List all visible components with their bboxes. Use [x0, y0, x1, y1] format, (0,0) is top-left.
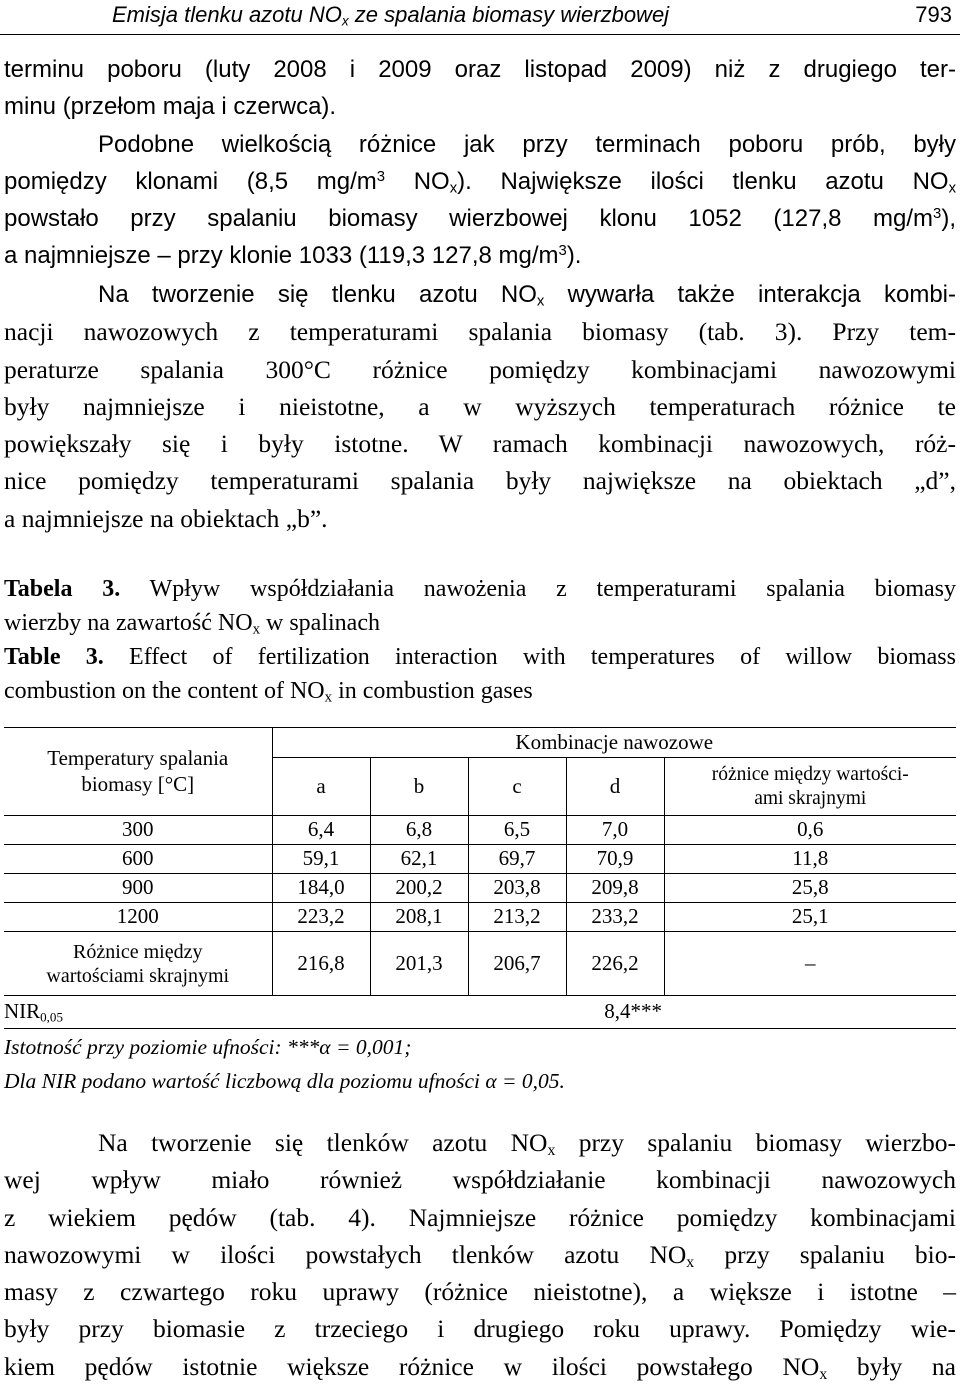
cell-a: 223,2 [272, 903, 370, 932]
cell-diff: 25,1 [664, 903, 956, 932]
cell-a: 6,4 [272, 816, 370, 845]
cell-temp: 300 [4, 816, 272, 845]
text-line: Podobne wielkością różnice jak przy terminach poboru prób, były [98, 130, 956, 158]
table-summary-row [4, 932, 956, 996]
cell-diff: 11,8 [664, 845, 956, 874]
running-header [0, 0, 960, 35]
nir-value: 8,4*** [272, 996, 664, 1029]
text-line: powstało przy spalaniu biomasy wierzbowej klonu 1052 (127,8 $mg/m^3$), [4, 205, 956, 233]
cell-d: 7,0 [566, 816, 664, 845]
header-fertilizer-combinations: Kombinacje nawozowe [272, 728, 956, 758]
table-caption [4, 572, 956, 708]
text-line: Na tworzenie się tlenku azotu $NO_x$ wywarła także interakcja kombi- [98, 281, 956, 310]
paragraph-1 [4, 51, 956, 275]
note-line: Istotność przy poziomie ufności: ***α = 0,001; [4, 1035, 412, 1059]
table-row [4, 845, 956, 874]
table-nir-row [4, 996, 956, 1029]
table-row [4, 874, 956, 903]
text-line: masy z czwartego roku uprawy (różnice nieistotne), a większe i istotne – [4, 1277, 956, 1307]
text-line: terminu poboru (luty 2008 i 2009 oraz listopad 2009) niż z drugiego ter- [4, 56, 956, 83]
text-line: nacji nawozowych z temperaturami spalania biomasy (tab. 3). Przy tem- [4, 317, 956, 347]
cell-temp: 900 [4, 874, 272, 903]
header-temperature: Temperatury spalania biomasy [°C] [4, 728, 272, 816]
cell-diff: 25,8 [664, 874, 956, 903]
text-line: nice pomiędzy temperaturami spalania były największe na obiektach „d”, [4, 466, 956, 496]
text-line: nawozowymi w ilości powstałych tlenków azotu $NO_x$ przy spalaniu bio- [4, 1239, 956, 1271]
page-number: 793 [915, 2, 952, 27]
text-line: peraturze spalania 300°C różnice pomiędzy kombinacjami nawozowymi [4, 354, 956, 384]
summary-label: Różnice między wartościami skrajnymi [4, 932, 272, 996]
text-line: minu (przełom maja i czerwca). [4, 93, 337, 121]
cell-c: 6,5 [468, 816, 566, 845]
cell-diff: 0,6 [664, 816, 956, 845]
table-notes [4, 1030, 565, 1098]
caption-line: Table 3. Effect of fertilization interaction with temperatures of willow biomass [4, 644, 956, 670]
text-line: wej wpływ miało również współdziałanie kombinacji nawozowych [4, 1165, 956, 1195]
summary-d: 226,2 [566, 932, 664, 996]
text-line: kiem pędów istotnie większe różnice w ilości powstałego $NO_x$ były na [4, 1351, 956, 1383]
summary-b: 201,3 [370, 932, 468, 996]
text-line: a najmniejsze – przy klonie 1033 (119,3 127,8 $mg/m^3$). [4, 242, 582, 270]
header-col-diff: różnice między wartości- ami skrajnymi [664, 758, 956, 816]
text-line: z wiekiem pędów (tab. 4). Najmniejsze różnice pomiędzy kombinacjami [4, 1202, 956, 1232]
cell-temp: 600 [4, 845, 272, 874]
table-header-row [4, 728, 956, 758]
cell-d: 209,8 [566, 874, 664, 903]
header-col-a: a [272, 758, 370, 816]
text-line: powiększały się i były istotne. W ramach kombinacji nawozowych, róż- [4, 429, 956, 459]
caption-line: Tabela 3. Wpływ współdziałania nawożenia z temperaturami spalania biomasy [4, 576, 956, 602]
cell-c: 213,2 [468, 903, 566, 932]
cell-c: 69,7 [468, 845, 566, 874]
table-row [4, 903, 956, 932]
paragraph-3 [4, 1124, 956, 1385]
cell-a: 184,0 [272, 874, 370, 903]
cell-d: 233,2 [566, 903, 664, 932]
cell-b: 200,2 [370, 874, 468, 903]
text-line: Na tworzenie się tlenków azotu $NO_x$ przy spalaniu biomasy wierzbo- [98, 1128, 956, 1159]
cell-temp: 1200 [4, 903, 272, 932]
cell-a: 59,1 [272, 845, 370, 874]
summary-a: 216,8 [272, 932, 370, 996]
cell-b: 208,1 [370, 903, 468, 932]
header-col-c: c [468, 758, 566, 816]
text-line: były przy biomasie z trzeciego i drugiego roku uprawy. Pomiędzy wie- [4, 1314, 956, 1344]
data-table [4, 727, 956, 1029]
header-col-d: d [566, 758, 664, 816]
text-line: pomiędzy klonami (8,5 $mg/m^3$ $NO_x$). Największe ilości tlenku azotu $NO_x$ [4, 167, 957, 197]
nir-label: $NIR_{0,05}$ [4, 996, 272, 1029]
note-line: Dla NIR podano wartość liczbową dla poziomu ufności α = 0,05. [4, 1069, 565, 1093]
cell-b: 6,8 [370, 816, 468, 845]
summary-diff: – [664, 932, 956, 996]
paragraph-2 [4, 276, 956, 537]
text-line: a najmniejsze na obiektach „b”. [4, 503, 328, 533]
cell-d: 70,9 [566, 845, 664, 874]
summary-c: 206,7 [468, 932, 566, 996]
text-line: były najmniejsze i nieistotne, a w wyższych temperaturach różnice te [4, 391, 956, 421]
running-title: Emisja tlenku azotu $NO_x$ ze spalania biomasy wierzbowej [112, 2, 670, 29]
header-col-b: b [370, 758, 468, 816]
cell-b: 62,1 [370, 845, 468, 874]
caption-line: wierzby na zawartość $NO_x$ w spalinach [4, 610, 380, 638]
caption-line: combustion on the content of $NO_x$ in combustion gases [4, 678, 533, 706]
cell-c: 203,8 [468, 874, 566, 903]
table-row [4, 816, 956, 845]
